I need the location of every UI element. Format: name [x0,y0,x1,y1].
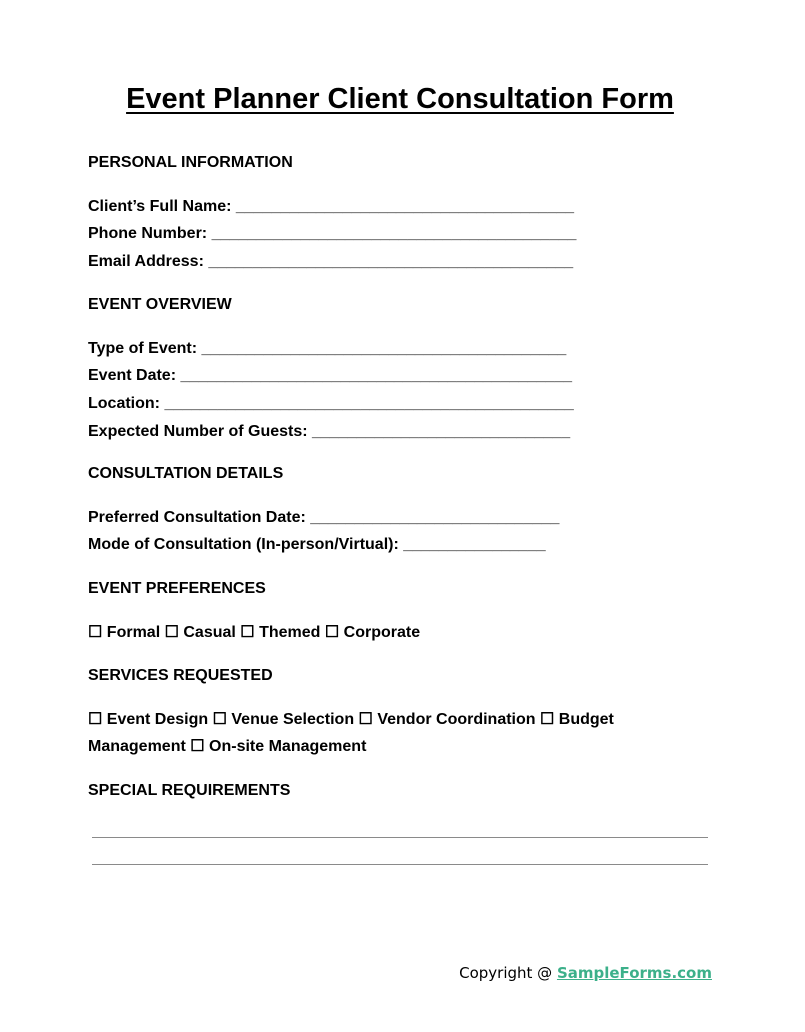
section-heading-personal: PERSONAL INFORMATION [88,154,293,171]
page-title: Event Planner Client Consultation Form [126,83,674,115]
section-heading-consultation: CONSULTATION DETAILS [88,465,284,482]
copyright-prefix: Copyright @ [459,964,557,982]
brand-link[interactable]: SampleForms.com [556,964,712,982]
section-heading-special: SPECIAL REQUIREMENTS [88,782,291,799]
section-heading-services: SERVICES REQUESTED [88,667,273,684]
section-heading-preferences: EVENT PREFERENCES [88,580,266,597]
field-guest-count[interactable]: Expected Number of Guests: _____________________________ [88,423,571,440]
services-checkboxes-line2[interactable]: Management ☐ On-site Management [88,738,367,755]
field-event-date[interactable]: Event Date: ____________________________________________ [88,367,572,384]
services-checkboxes-line1[interactable]: ☐ Event Design ☐ Venue Selection ☐ Vendor Coordination ☐ Budget [88,711,614,728]
special-requirements-line-2[interactable] [92,864,708,865]
field-type-of-event[interactable]: Type of Event: _________________________________________ [88,340,567,357]
special-requirements-line-1[interactable] [92,837,708,838]
preference-checkboxes[interactable]: ☐ Formal ☐ Casual ☐ Themed ☐ Corporate [88,624,421,641]
field-client-name[interactable]: Client’s Full Name: ______________________________________ [88,198,575,215]
field-consultation-mode[interactable]: Mode of Consultation (In-person/Virtual): ________________ [88,536,546,553]
field-phone-number[interactable]: Phone Number: _________________________________________ [88,225,577,242]
field-location[interactable]: Location: ______________________________________________ [88,395,574,412]
field-email-address[interactable]: Email Address: _________________________________________ [88,253,574,270]
copyright-footer [459,964,712,982]
field-consultation-date[interactable]: Preferred Consultation Date: ____________________________ [88,509,560,526]
section-heading-event: EVENT OVERVIEW [88,296,232,313]
